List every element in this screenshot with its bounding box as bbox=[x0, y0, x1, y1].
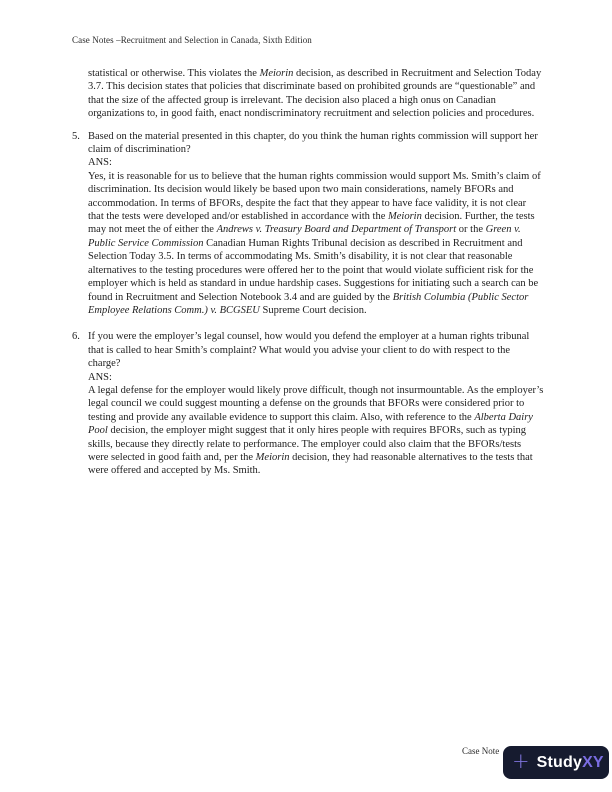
question-number: 5. bbox=[72, 130, 80, 142]
question-body bbox=[88, 130, 544, 318]
running-header: Case Notes –Recruitment and Selection in Canada, Sixth Edition bbox=[72, 35, 312, 45]
question-body bbox=[88, 330, 544, 477]
brand-name bbox=[537, 754, 604, 772]
answer-label: ANS: bbox=[88, 371, 112, 383]
question-item-5 bbox=[72, 130, 544, 318]
question-number: 6. bbox=[72, 331, 80, 343]
answer-text: Yes, it is reasonable for us to believe that the human rights commission would support Ms. Smith’s claim of discrimination. Its decision would likely be based upon two main considerations, namely BFORs and accommodation. In terms of BFORs, despite the fact that they appear to have face validity, it is not clear that the tests were developed and/or established in accordance with the Meiorin decision. Further, the tests may not meet the of either the Andrews v. Treasury Board and Department of Transport or the Green v. Public Service Commission Canadian Human Rights Tribunal decision as described in Recruitment and Selection Today 3.5. In terms of accommodating Ms. Smith’s disability, it is not clear that reasonable alternatives to the testing procedures were offered her to the point that would violate sufficient risk for the employer which is held as standard in undue hardship cases. Suggestions for initiating such a search can be found in Recruitment and Selection Notebook 3.4 and are guided by the British Columbia (Public Sector Employee Relations Comm.) v. BCGSEU Supreme Court decision. bbox=[88, 170, 541, 316]
brand-name-accent: XY bbox=[582, 753, 604, 771]
answer-text: A legal defense for the employer would likely prove difficult, though not insurmountable. As the employer’s legal council we could suggest mounting a defense on the grounds that BFORs were considered prior to testing and provide any available evidence to support this claim. Also, with reference to the Alberta Dairy Pool decision, the employer might suggest that it only hires people with requires BFORs, such as typing skills, because they directly relate to performance. The employer could also claim that the BFORs/tests were selected in good faith and, per the Meiorin decision, they had reasonable alternatives to the tests that were offered and accepted by Ms. Smith. bbox=[88, 384, 544, 477]
question-text: If you were the employer’s legal counsel, how would you defend the employer at a human rights tribunal that is called to hear Smith’s complaint? What would you advise your client to do with respect to the charge? bbox=[88, 331, 530, 370]
page-content bbox=[72, 67, 544, 478]
footer-text: Case Note bbox=[462, 746, 500, 756]
question-item-6 bbox=[72, 330, 544, 477]
answer-label: ANS: bbox=[88, 157, 112, 169]
brand-name-primary: Study bbox=[536, 753, 583, 771]
question-text: Based on the material presented in this chapter, do you think the human rights commission will support her claim of discrimination? bbox=[88, 130, 538, 156]
studyxy-logo-badge[interactable] bbox=[503, 746, 609, 779]
paragraph-continuation: statistical or otherwise. This violates the Meiorin decision, as described in Recruitment and Selection Today 3.7. This decision states that policies that discriminate based on prohibited grounds are “questionable” and that the size of the affected group is irrelevant. The decision also placed a high onus on Canadian organizations to, in good faith, enact nondiscriminatory recruitment and selection policies and procedures. bbox=[88, 68, 542, 120]
plus-icon: + bbox=[512, 749, 530, 773]
